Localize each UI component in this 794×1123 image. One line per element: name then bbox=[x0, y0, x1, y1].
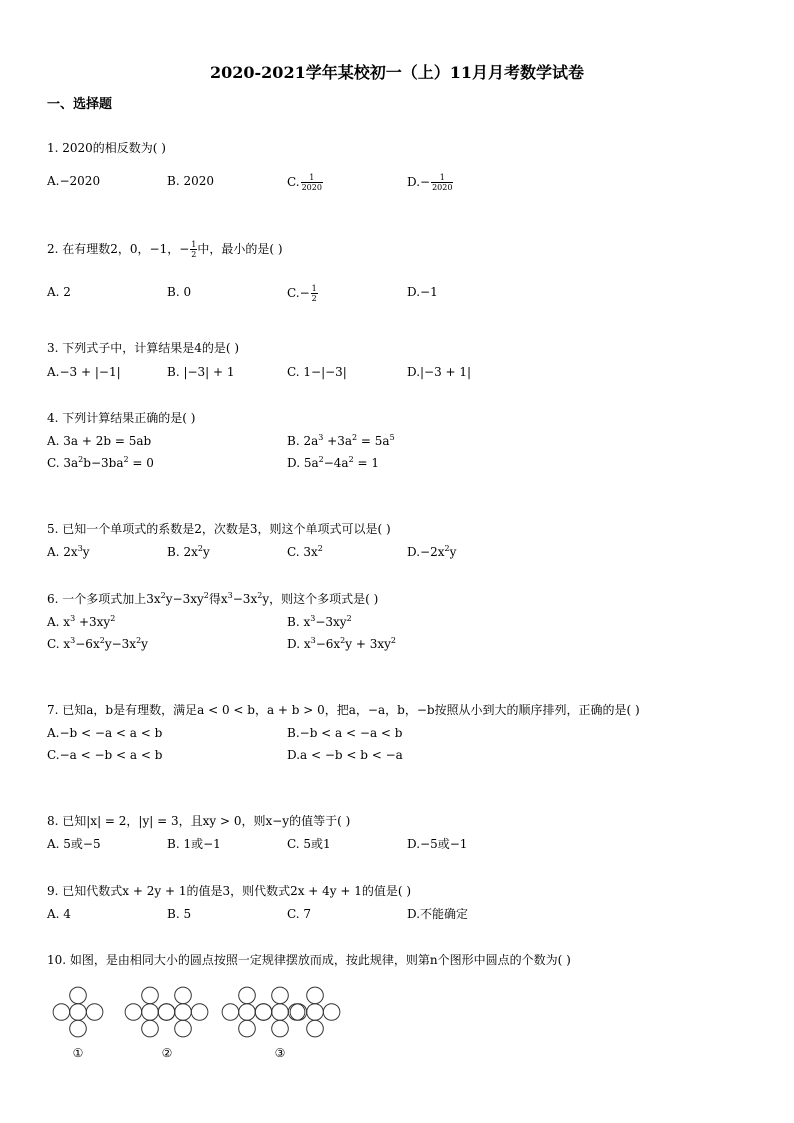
text-run: B. 2020 bbox=[167, 174, 214, 188]
text-run: D.|−3 + 1| bbox=[407, 365, 472, 379]
question-stem-10 bbox=[47, 952, 571, 968]
text-run: C. 7 bbox=[287, 907, 312, 921]
numerator: 1 bbox=[431, 173, 453, 183]
text-run: D. 5a bbox=[287, 456, 319, 470]
dot-circle bbox=[175, 987, 192, 1004]
superscript: 2 bbox=[348, 455, 354, 464]
text-run: D.− bbox=[407, 175, 431, 189]
text-run: +3a bbox=[323, 434, 353, 448]
question-stem-6 bbox=[47, 591, 378, 607]
superscript: 2 bbox=[340, 636, 346, 645]
superscript: 3 bbox=[310, 636, 316, 645]
text-run: 8. 已知|x| = 2，|y| = 3，且xy > 0，则x−y的值等于( ) bbox=[47, 814, 351, 828]
text-run: −3xy bbox=[315, 615, 347, 629]
dot-circle bbox=[272, 987, 289, 1004]
superscript: 5 bbox=[389, 433, 395, 442]
answer-option-c bbox=[287, 364, 347, 380]
superscript: 3 bbox=[227, 591, 233, 600]
superscript: 2 bbox=[444, 544, 450, 553]
text-run: −6x bbox=[315, 637, 341, 651]
dot-pattern-figure bbox=[40, 975, 370, 1065]
answer-option-b bbox=[167, 284, 191, 300]
answer-option-c bbox=[287, 284, 318, 303]
text-run: A. 2 bbox=[47, 285, 71, 299]
answer-option-c bbox=[287, 173, 323, 192]
answer-option-a bbox=[47, 544, 90, 560]
dot-circle bbox=[239, 987, 256, 1004]
text-run: y−3xy bbox=[165, 592, 204, 606]
text-run: D.a < −b < b < −a bbox=[287, 748, 403, 762]
numerator: 1 bbox=[301, 173, 323, 183]
dot-circle bbox=[290, 1004, 307, 1021]
text-run: B. 5 bbox=[167, 907, 192, 921]
text-run: B. x bbox=[287, 615, 311, 629]
answer-option-d bbox=[407, 544, 456, 560]
dot-circle bbox=[70, 987, 87, 1004]
text-run: A. 3a + 2b = 5ab bbox=[47, 434, 152, 448]
dot-circle bbox=[70, 1004, 87, 1021]
text-run: 4. 下列计算结果正确的是( ) bbox=[47, 411, 196, 425]
question-stem-7 bbox=[47, 702, 640, 718]
text-run: C. 3a bbox=[47, 456, 79, 470]
dot-circle bbox=[272, 1020, 289, 1037]
text-run: y，则这个多项式是( ) bbox=[262, 592, 379, 606]
answer-option-d bbox=[407, 906, 468, 922]
superscript: 2 bbox=[318, 455, 324, 464]
text-run: b−3ba bbox=[83, 456, 124, 470]
dot-circle bbox=[158, 1004, 175, 1021]
text-run: A. 4 bbox=[47, 907, 71, 921]
text-run: = 0 bbox=[128, 456, 154, 470]
fraction bbox=[301, 173, 323, 192]
text-run: −4a bbox=[323, 456, 349, 470]
text-run: D.不能确定 bbox=[407, 907, 469, 921]
superscript: 3 bbox=[318, 433, 324, 442]
text-run: A. x bbox=[47, 615, 71, 629]
answer-option-b bbox=[167, 906, 191, 922]
dot-circle bbox=[175, 1020, 192, 1037]
superscript: 2 bbox=[160, 591, 166, 600]
figure-label-3: ③ bbox=[274, 1046, 286, 1060]
text-run: 7. 已知a，b是有理数，满足a < 0 < b，a + b > 0，把a，−a，b，−b按照从小到大的顺序排列，正确的是( ) bbox=[47, 703, 640, 717]
dot-circle bbox=[142, 987, 159, 1004]
question-stem-8 bbox=[47, 813, 350, 829]
superscript: 2 bbox=[390, 636, 396, 645]
question-stem-2 bbox=[47, 240, 283, 259]
text-run: D.−1 bbox=[407, 285, 438, 299]
text-run: C. 5或1 bbox=[287, 837, 331, 851]
text-run: y bbox=[202, 545, 210, 559]
answer-option-d bbox=[287, 747, 403, 763]
text-run: C. x bbox=[47, 637, 71, 651]
text-run: C. bbox=[287, 175, 300, 189]
text-run: 1. 2020的相反数为( ) bbox=[47, 141, 166, 155]
denominator: 2 bbox=[311, 294, 317, 303]
text-run: A.−2020 bbox=[47, 174, 101, 188]
denominator: 2020 bbox=[301, 183, 322, 192]
answer-option-a bbox=[47, 836, 101, 852]
answer-option-d bbox=[407, 284, 438, 300]
dot-circle bbox=[142, 1020, 159, 1037]
dot-circle bbox=[307, 1020, 324, 1037]
text-run: −6x bbox=[75, 637, 100, 651]
answer-option-c bbox=[47, 455, 154, 471]
question-stem-3 bbox=[47, 340, 239, 356]
fraction bbox=[431, 173, 453, 192]
dot-circle bbox=[222, 1004, 239, 1021]
text-run: y bbox=[82, 545, 90, 559]
answer-option-a bbox=[47, 173, 100, 189]
dot-circle bbox=[323, 1004, 340, 1021]
text-run: = 1 bbox=[353, 456, 379, 470]
superscript: 2 bbox=[78, 455, 84, 464]
text-run: 5. 已知一个单项式的系数是2，次数是3，则这个单项式可以是( ) bbox=[47, 522, 391, 536]
superscript: 2 bbox=[110, 614, 116, 623]
dot-circle bbox=[307, 1004, 324, 1021]
text-run: B.−b < a < −a < b bbox=[287, 726, 403, 740]
superscript: 2 bbox=[346, 614, 352, 623]
denominator: 2020 bbox=[432, 183, 453, 192]
dot-circle bbox=[86, 1004, 103, 1021]
text-run: y + 3xy bbox=[345, 637, 391, 651]
answer-option-a bbox=[47, 725, 162, 741]
answer-option-a bbox=[47, 364, 121, 380]
text-run: B. 2a bbox=[287, 434, 319, 448]
answer-option-b bbox=[167, 364, 235, 380]
answer-option-d bbox=[407, 364, 471, 380]
answer-option-a bbox=[47, 433, 151, 449]
answer-option-b bbox=[167, 836, 221, 852]
superscript: 2 bbox=[123, 455, 129, 464]
dot-circle bbox=[307, 987, 324, 1004]
text-run: B. |−3| + 1 bbox=[167, 365, 235, 379]
text-run: 9. 已知代数式x + 2y + 1的值是3，则代数式2x + 4y + 1的值是( ) bbox=[47, 884, 412, 898]
dot-circle bbox=[125, 1004, 142, 1021]
answer-option-b bbox=[167, 173, 214, 189]
dot-circle bbox=[191, 1004, 208, 1021]
text-run: B. 1或−1 bbox=[167, 837, 221, 851]
text-run: C. 1−|−3| bbox=[287, 365, 347, 379]
superscript: 2 bbox=[317, 544, 323, 553]
superscript: 3 bbox=[310, 614, 316, 623]
text-run: B. 2x bbox=[167, 545, 198, 559]
text-run: +3xy bbox=[75, 615, 111, 629]
section-heading: 一、选择题 bbox=[47, 97, 113, 112]
text-run: D.−2x bbox=[407, 545, 445, 559]
superscript: 2 bbox=[99, 636, 105, 645]
text-run: C.−a < −b < a < b bbox=[47, 748, 163, 762]
superscript: 2 bbox=[197, 544, 203, 553]
answer-option-a bbox=[47, 906, 71, 922]
dot-circle bbox=[142, 1004, 159, 1021]
text-run: 2. 在有理数2，0，−1，− bbox=[47, 242, 190, 256]
answer-option-c bbox=[47, 747, 162, 763]
superscript: 3 bbox=[70, 636, 76, 645]
answer-option-c bbox=[47, 636, 148, 652]
dot-circle bbox=[288, 1004, 305, 1021]
answer-option-c bbox=[287, 544, 323, 560]
text-run: A.−3 + |−1| bbox=[47, 365, 121, 379]
answer-option-b bbox=[167, 544, 210, 560]
answer-option-b bbox=[287, 614, 352, 630]
question-stem-5 bbox=[47, 521, 391, 537]
denominator: 2 bbox=[191, 250, 197, 259]
dot-circle bbox=[175, 1004, 192, 1021]
text-run: 10. 如图，是由相同大小的圆点按照一定规律摆放而成，按此规律，则第n个图形中圆点的个数为( ) bbox=[47, 953, 571, 967]
text-run: 3. 下列式子中，计算结果是4的是( ) bbox=[47, 341, 240, 355]
text-run: y bbox=[141, 637, 148, 651]
superscript: 3 bbox=[77, 544, 83, 553]
question-stem-1 bbox=[47, 140, 166, 156]
figure-label-2: ② bbox=[161, 1046, 173, 1060]
dot-circle bbox=[239, 1004, 256, 1021]
text-run: y bbox=[449, 545, 457, 559]
fraction bbox=[311, 284, 318, 303]
numerator: 1 bbox=[311, 284, 317, 293]
text-run: 6. 一个多项式加上3x bbox=[47, 592, 161, 606]
exam-title: 2020-2021学年某校初一（上）11月月考数学试卷 bbox=[210, 63, 584, 82]
figure-label-1: ① bbox=[72, 1046, 84, 1060]
superscript: 2 bbox=[352, 433, 358, 442]
answer-option-c bbox=[287, 906, 311, 922]
text-run: C.− bbox=[287, 286, 310, 300]
answer-option-c bbox=[287, 836, 331, 852]
dot-circle bbox=[53, 1004, 70, 1021]
superscript: 2 bbox=[257, 591, 263, 600]
dot-circle bbox=[70, 1020, 87, 1037]
text-run: D. x bbox=[287, 637, 311, 651]
text-run: C. 3x bbox=[287, 545, 318, 559]
answer-option-b bbox=[287, 725, 402, 741]
text-run: A.−b < −a < a < b bbox=[47, 726, 163, 740]
text-run: 得x bbox=[208, 592, 228, 606]
answer-option-d bbox=[407, 173, 453, 192]
text-run: A. 2x bbox=[47, 545, 78, 559]
answer-option-a bbox=[47, 284, 71, 300]
answer-option-d bbox=[407, 836, 467, 852]
question-stem-4 bbox=[47, 410, 195, 426]
superscript: 2 bbox=[203, 591, 209, 600]
numerator: 1 bbox=[191, 240, 197, 249]
dot-circle bbox=[272, 1004, 289, 1021]
text-run: A. 5或−5 bbox=[47, 837, 101, 851]
text-run: y−3x bbox=[104, 637, 137, 651]
answer-option-b bbox=[287, 433, 395, 449]
superscript: 3 bbox=[70, 614, 76, 623]
text-run: 中，最小的是( ) bbox=[197, 242, 283, 256]
dot-circle bbox=[239, 1020, 256, 1037]
text-run: D.−5或−1 bbox=[407, 837, 468, 851]
dot-circle bbox=[255, 1004, 272, 1021]
answer-option-d bbox=[287, 455, 379, 471]
text-run: −3x bbox=[232, 592, 258, 606]
answer-option-d bbox=[287, 636, 396, 652]
text-run: B. 0 bbox=[167, 285, 192, 299]
answer-option-a bbox=[47, 614, 115, 630]
text-run: = 5a bbox=[357, 434, 390, 448]
superscript: 2 bbox=[136, 636, 142, 645]
question-stem-9 bbox=[47, 883, 411, 899]
